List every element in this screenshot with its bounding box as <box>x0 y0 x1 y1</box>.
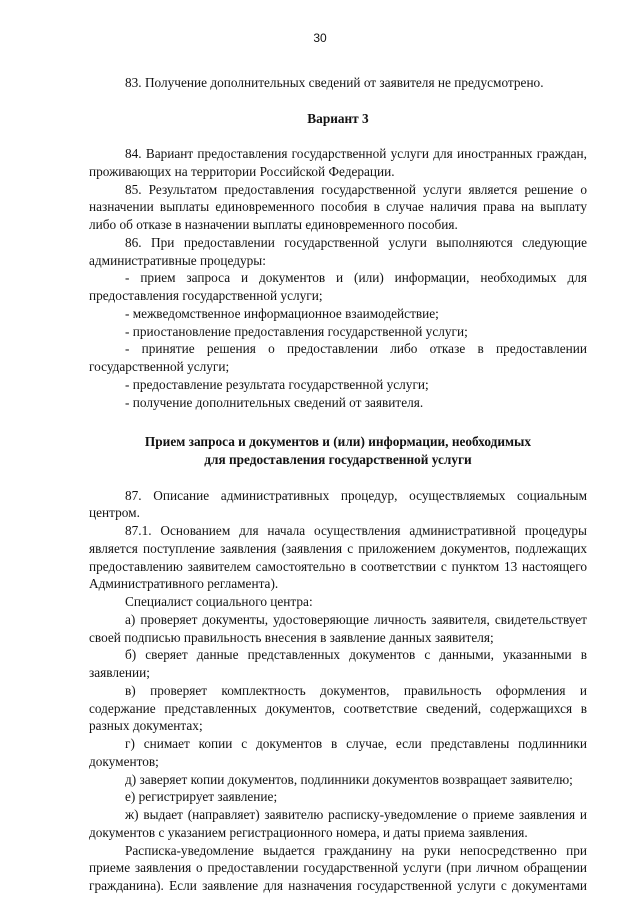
paragraph: - получение дополнительных сведений от заявителя. <box>125 394 424 410</box>
document-body <box>89 74 587 895</box>
paragraph: - предоставление результата государственной услуги; <box>125 376 429 392</box>
variant-heading: Вариант 3 <box>307 110 369 126</box>
paragraph: Специалист социального центра: <box>125 594 313 609</box>
paragraph: 87. Описание административных процедур, осуществляемых социальным центром. <box>89 487 587 521</box>
paragraph: е) регистрирует заявление; <box>125 789 278 805</box>
paragraph: д) заверяет копии документов, подлинники документов возвращает заявителю; <box>125 771 573 787</box>
section-heading: Прием запроса и документов и (или) информации, необходимых <box>144 434 532 450</box>
paragraph: - прием запроса и документов и (или) информации, необходимых для предоставления государственной услуги; <box>89 270 587 303</box>
paragraph: 86. При предоставлении государственной услуги выполняются следующие административные процедуры: <box>89 234 587 268</box>
page-number: 30 <box>313 31 327 45</box>
paragraph: 87.1. Основанием для начала осуществления административной процедуры является поступление заявления (заявления с приложением документов, подлежащих предоставлению заявителем самостоятельно в соответствии с пунктом 13 настоящего Административного регламента). <box>89 523 587 592</box>
paragraph: а) проверяет документы, удостоверяющие личность заявителя, свидетельствует своей подписью правильность внесения в заявление данных заявителя; <box>89 611 587 645</box>
paragraph: ж) выдает (направляет) заявителю расписку-уведомление о приеме заявления и документов с указанием регистрационного номера, и даты приема заявления. <box>89 807 587 840</box>
paragraph: - приостановление предоставления государственной услуги; <box>125 323 468 339</box>
spacer <box>89 92 587 110</box>
spacer <box>89 127 587 145</box>
section-heading: для предоставления государственной услуги <box>204 452 472 467</box>
spacer <box>89 469 587 487</box>
spacer <box>89 411 587 433</box>
paragraph: 85. Результатом предоставления государственной услуги является решение о назначении выплаты единовременного пособия в случае наличия права на выплату либо об отказе в назначении выплаты единовременного пособия. <box>89 181 587 232</box>
paragraph: г) снимает копии с документов в случае, если представлены подлинники документов; <box>89 736 587 769</box>
paragraph: Расписка-уведомление выдается гражданину на руки непосредственно при приеме заявления о предоставлении государственной услуги (при личном обращении гражданина). Если заявление для назначения государственной услуги с документами <box>89 842 587 893</box>
paragraph: 84. Вариант предоставления государственной услуги для иностранных граждан, проживающих на территории Российской Федерации. <box>89 146 587 179</box>
paragraph: в) проверяет комплектность документов, правильность оформления и содержание представленных документов, соответствие сведений, содержащихся в разных документах; <box>89 682 587 734</box>
paragraph: б) сверяет данные представленных документов с данными, указанными в заявлении; <box>89 647 587 680</box>
paragraph: - межведомственное информационное взаимодействие; <box>125 305 439 321</box>
paragraph: 83. Получение дополнительных сведений от заявителя не предусмотрено. <box>125 75 544 90</box>
paragraph: - принятие решения о предоставлении либо отказе в предоставлении государственной услуги; <box>89 341 587 374</box>
